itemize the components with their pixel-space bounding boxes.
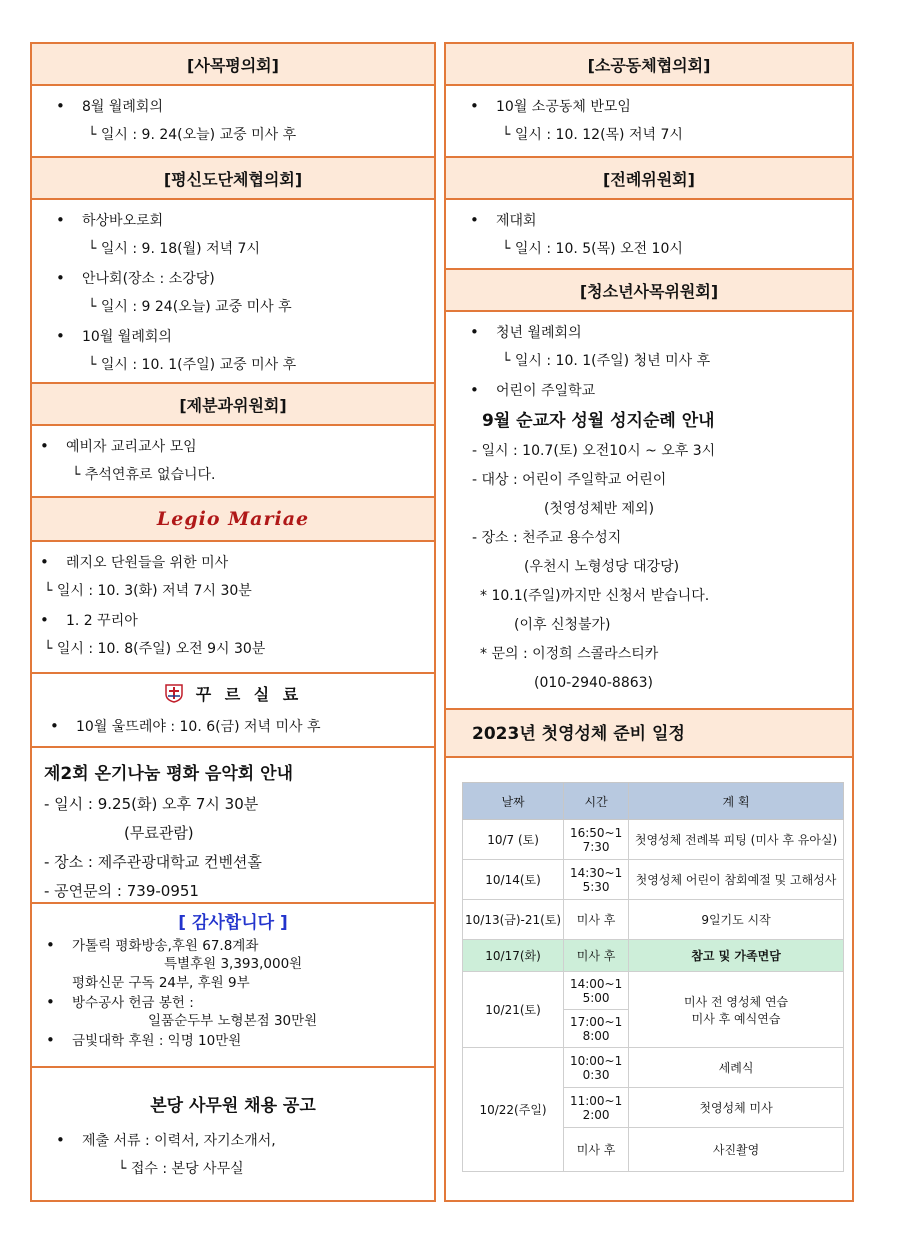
youth-title: [청소년사목위원회] — [446, 270, 852, 312]
thanks-section — [32, 904, 434, 1068]
pilgrimage-line: (이후 신청불가) — [514, 617, 611, 633]
cell-time: 미사 후 — [564, 900, 629, 940]
list-item: • 어린이 주일학교 — [446, 376, 852, 405]
cell-time: 미사 후 — [564, 940, 629, 972]
cell-time: 11:00~12:00 — [564, 1088, 629, 1128]
concert-line: - 장소 : 제주관광대학교 컨벤션홀 — [44, 853, 262, 871]
legio-section — [32, 498, 434, 674]
table-row — [463, 820, 844, 860]
header-date: 날짜 — [463, 783, 564, 820]
cell-time: 미사 후 — [564, 1128, 629, 1172]
list-subitem: └ 접수 : 본당 사무실 — [118, 1161, 244, 1177]
cursillo-emblem-icon — [164, 683, 184, 703]
concert-line: (무료관람) — [124, 824, 194, 842]
concert-section — [32, 748, 434, 904]
jebun-title: [제분과위원회] — [32, 384, 434, 426]
youth-section — [446, 270, 852, 710]
list-subitem: └ 추석연휴로 없습니다. — [72, 467, 216, 483]
list-item: • 하상바오로회 — [32, 206, 434, 235]
cell-plan: 첫영성체 어린이 참회예절 및 고해성사 — [629, 860, 844, 900]
cell-time: 14:00~15:00 — [564, 972, 629, 1010]
table-row — [463, 972, 844, 1010]
curia-title: 꾸 르 실 료 — [195, 684, 303, 704]
hire-section — [32, 1068, 434, 1200]
pilgrimage-line: (우천시 노형성당 대강당) — [524, 559, 680, 575]
list-item: • 10월 소공동체 반모임 — [446, 92, 852, 121]
samok-section — [32, 44, 434, 158]
cell-date: 10/21(토) — [463, 972, 564, 1048]
sogong-section — [446, 44, 852, 158]
schedule-table — [462, 782, 844, 1172]
list-subitem: └ 일시 : 10. 8(주일) 오전 9시 30분 — [44, 641, 266, 657]
cell-date: 10/14(토) — [463, 860, 564, 900]
pyeongsin-section — [32, 158, 434, 384]
left-column — [30, 42, 436, 1202]
list-subitem: └ 일시 : 9. 24(오늘) 교중 미사 후 — [88, 127, 297, 143]
schedule-section — [446, 710, 852, 1200]
pilgrimage-line: (첫영성체반 제외) — [544, 501, 655, 517]
cell-plan: 첫영성체 미사 — [629, 1088, 844, 1128]
plan-line: 미사 전 영성체 연습 — [683, 994, 789, 1009]
sogong-title: [소공동체협의회] — [446, 44, 852, 86]
cell-date: 10/7 (토) — [463, 820, 564, 860]
pilgrimage-title: 9월 순교자 성월 성지순례 안내 — [482, 411, 715, 431]
list-item: • 8월 월례회의 — [32, 92, 434, 121]
table-header-row — [463, 783, 844, 820]
plan-line: 미사 후 예식연습 — [691, 1011, 781, 1026]
list-item: • 청년 월례회의 — [446, 318, 852, 347]
thanks-line: 일품순두부 노형본점 30만원 — [148, 1013, 318, 1029]
cell-plan: 사진촬영 — [629, 1128, 844, 1172]
list-subitem: └ 일시 : 10. 5(목) 오전 10시 — [502, 241, 683, 257]
cell-date: 10/22(주일) — [463, 1048, 564, 1172]
jeonrye-section — [446, 158, 852, 270]
pyeongsin-title: [평신도단체협의회] — [32, 158, 434, 200]
pilgrimage-line: (010-2940-8863) — [534, 675, 654, 691]
list-subitem: └ 일시 : 10. 12(목) 저녁 7시 — [502, 127, 683, 143]
list-item: • 10월 울뜨레야 : 10. 6(금) 저녁 미사 후 — [32, 712, 434, 741]
cell-date: 10/13(금)-21(토) — [463, 900, 564, 940]
list-item: • 1. 2 꾸리아 — [32, 606, 434, 635]
cell-plan: 세례식 — [629, 1048, 844, 1088]
pilgrimage-line: - 일시 : 10.7(토) 오전10시 ~ 오후 3시 — [472, 443, 716, 459]
list-item: • 제대회 — [446, 206, 852, 235]
concert-title: 제2회 온기나눔 평화 음악회 안내 — [44, 764, 293, 784]
thanks-line: • 금빛대학 후원 : 익명 10만원 — [32, 1031, 434, 1050]
curia-section — [32, 674, 434, 748]
thanks-line: • 방수공사 헌금 봉헌 : — [32, 993, 434, 1012]
cell-plan: 참고 및 가족면담 — [629, 940, 844, 972]
pilgrimage-line: * 문의 : 이정희 스콜라스티카 — [480, 646, 659, 662]
jebun-section — [32, 384, 434, 498]
cell-time: 17:00~18:00 — [564, 1010, 629, 1048]
table-row — [463, 900, 844, 940]
cell-plan: 9일기도 시작 — [629, 900, 844, 940]
concert-line: - 일시 : 9.25(화) 오후 7시 30분 — [44, 795, 259, 813]
cell-time: 16:50~17:30 — [564, 820, 629, 860]
legio-mariae-logo: Legio Mariae — [32, 498, 434, 542]
header-plan: 계 획 — [629, 783, 844, 820]
list-subitem: └ 일시 : 10. 1(주일) 교중 미사 후 — [88, 357, 297, 373]
list-subitem: └ 일시 : 9 24(오늘) 교중 미사 후 — [88, 299, 292, 315]
right-column — [444, 42, 854, 1202]
list-item: • 10월 월례회의 — [32, 322, 434, 351]
jeonrye-title: [전례위원회] — [446, 158, 852, 200]
hire-title: 본당 사무원 채용 공고 — [150, 1096, 316, 1116]
cell-plan — [629, 972, 844, 1048]
list-subitem: └ 일시 : 9. 18(월) 저녁 7시 — [88, 241, 260, 257]
samok-title: [사목평의회] — [32, 44, 434, 86]
cell-time: 10:00~10:30 — [564, 1048, 629, 1088]
thanks-line: 평화신문 구독 24부, 후원 9부 — [72, 975, 250, 991]
thanks-title: [ 감사합니다 ] — [178, 913, 288, 933]
header-time: 시간 — [564, 783, 629, 820]
cell-date: 10/17(화) — [463, 940, 564, 972]
table-row — [463, 940, 844, 972]
list-subitem: └ 일시 : 10. 3(화) 저녁 7시 30분 — [44, 583, 252, 599]
list-item: • 예비자 교리교사 모임 — [32, 432, 434, 461]
schedule-title: 2023년 첫영성체 준비 일정 — [446, 710, 852, 758]
pilgrimage-line: - 대상 : 어린이 주일학교 어린이 — [472, 472, 667, 488]
concert-line: - 공연문의 : 739-0951 — [44, 882, 199, 900]
list-item: • 안나회(장소 : 소강당) — [32, 264, 434, 293]
pilgrimage-line: - 장소 : 천주교 용수성지 — [472, 530, 622, 546]
list-item: • 레지오 단원들을 위한 미사 — [32, 548, 434, 577]
list-item: • 제출 서류 : 이력서, 자기소개서, — [32, 1126, 434, 1155]
table-row — [463, 860, 844, 900]
list-subitem: └ 일시 : 10. 1(주일) 청년 미사 후 — [502, 353, 711, 369]
thanks-line: 특별후원 3,393,000원 — [164, 956, 303, 972]
table-row — [463, 1048, 844, 1088]
cell-time: 14:30~15:30 — [564, 860, 629, 900]
cell-plan: 첫영성체 전례복 피팅 (미사 후 유아실) — [629, 820, 844, 860]
pilgrimage-line: * 10.1(주일)까지만 신청서 받습니다. — [480, 588, 710, 604]
thanks-line: • 가톨릭 평화방송,후원 67.8계좌 — [32, 936, 434, 955]
